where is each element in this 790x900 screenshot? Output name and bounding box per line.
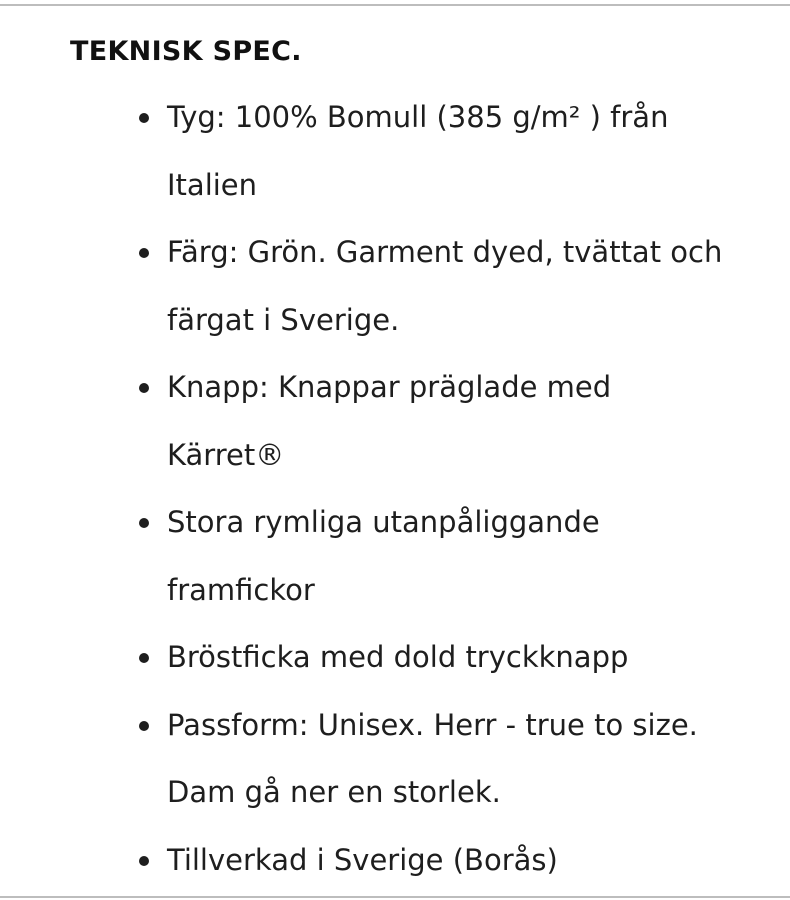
spec-item-pockets xyxy=(167,489,790,624)
spec-item-text-continued: Dam gå ner en storlek. xyxy=(167,775,501,809)
spec-item-text-continued: Kärret® xyxy=(167,437,285,472)
bullet-icon xyxy=(139,856,149,866)
bullet-icon xyxy=(139,248,149,258)
spec-item-chest-pocket xyxy=(167,624,790,692)
spec-item-text-continued: färgat i Sverige. xyxy=(167,302,400,337)
spec-item-made-in xyxy=(167,827,790,895)
section-heading: TEKNISK SPEC. xyxy=(70,36,302,67)
spec-item-fit xyxy=(167,692,790,827)
bullet-icon xyxy=(139,721,149,731)
bullet-icon xyxy=(139,653,149,663)
spec-item-text-continued: Italien xyxy=(167,167,258,202)
spec-item-text: Tyg: 100% Bomull (385 g/m² ) från xyxy=(167,100,669,134)
spec-item-text: Färg: Grön. Garment dyed, tvättat och xyxy=(167,235,723,269)
top-divider xyxy=(0,4,790,6)
spec-list xyxy=(0,84,790,894)
spec-item-text: Passform: Unisex. Herr - true to size. xyxy=(167,707,698,742)
spec-item-text: Bröstficka med dold tryckknapp xyxy=(167,640,629,674)
bullet-icon xyxy=(139,518,149,528)
spec-item-buttons xyxy=(167,354,790,489)
bottom-divider xyxy=(0,896,790,898)
spec-item-color xyxy=(167,219,790,354)
spec-item-text: Stora rymliga utanpåliggande xyxy=(167,505,600,539)
bullet-icon xyxy=(139,113,149,123)
spec-item-text-continued: framfickor xyxy=(167,572,315,607)
spec-item-text: Tillverkad i Sverige (Borås) xyxy=(167,842,558,877)
spec-item-fabric xyxy=(167,84,790,219)
spec-item-text: Knapp: Knappar präglade med xyxy=(167,370,612,404)
bullet-icon xyxy=(139,383,149,393)
